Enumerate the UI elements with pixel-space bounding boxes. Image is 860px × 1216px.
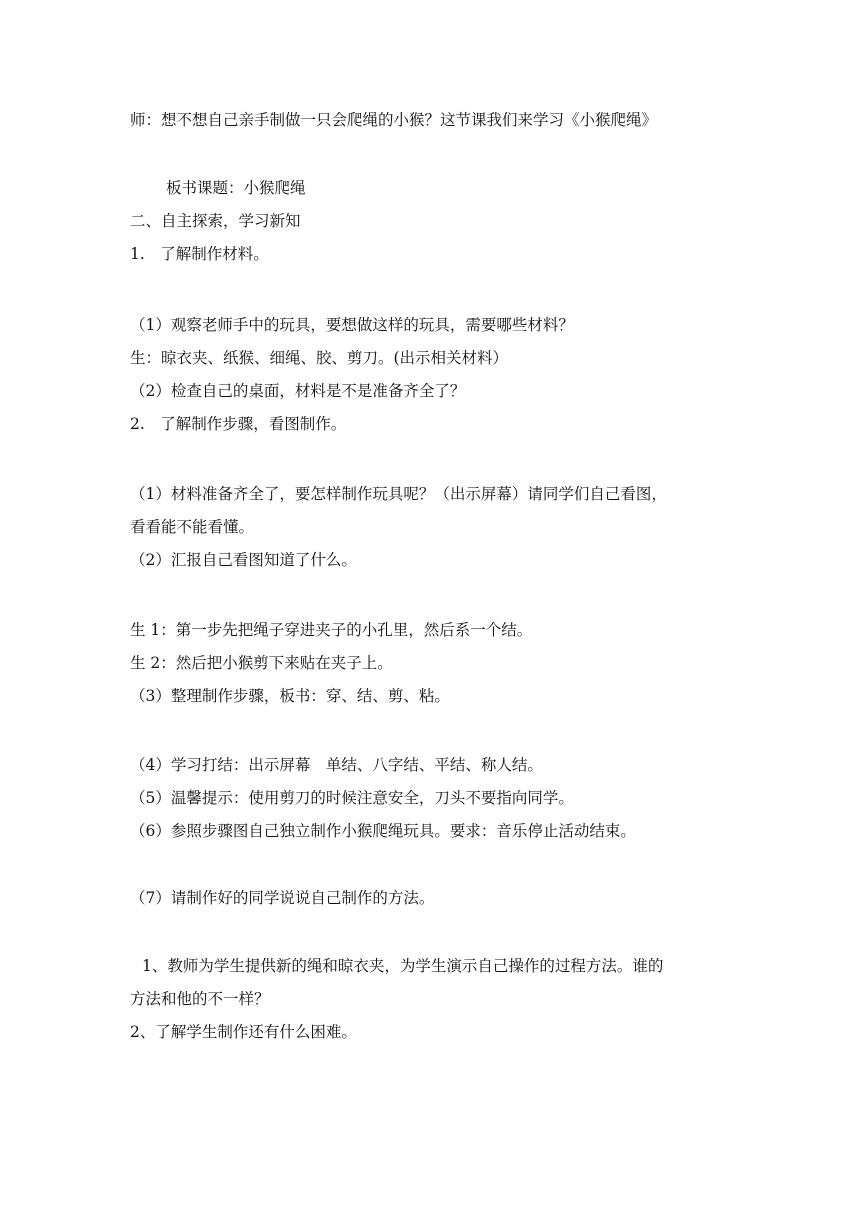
list-item: （1）观察老师手中的玩具，要想做这样的玩具，需要哪些材料？: [130, 316, 574, 334]
list-item: （1）材料准备齐全了，要怎样制作玩具呢？（出示屏幕）请同学们自己看图，: [130, 485, 667, 503]
list-item: （2）检查自己的桌面，材料是不是准备齐全了？: [130, 382, 466, 400]
list-item: （4）学习打结：出示屏幕 单结、八字结、平结、称人结。: [130, 756, 543, 774]
list-item: 2、了解学生制作还有什么困难。: [130, 1023, 357, 1041]
student-answer-line: 生 1：第一步先把绳子穿进夹子的小孔里，然后系一个结。: [130, 621, 533, 639]
list-item: （6）参照步骤图自己独立制作小猴爬绳玩具。要求：音乐停止活动结束。: [130, 822, 636, 840]
list-item: （7）请制作好的同学说说自己制作的方法。: [130, 889, 435, 907]
step-2-heading: 2. 了解制作步骤，看图制作。: [130, 415, 347, 433]
list-item: 1、教师为学生提供新的绳和晾衣夹，为学生演示自己操作的过程方法。谁的: [142, 957, 664, 975]
list-item: 生：晾衣夹、纸猴、细绳、胶、剪刀。(出示相关材料）: [130, 349, 509, 367]
list-item: （5）温馨提示：使用剪刀的时候注意安全，刀头不要指向同学。: [130, 789, 574, 807]
section-heading: 二、自主探索，学习新知: [130, 212, 301, 230]
board-title-line: 板书课题：小猴爬绳: [166, 179, 306, 197]
list-item-continuation: 看看能不能看懂。: [130, 518, 255, 536]
student-answer-line: 生 2：然后把小猴剪下来贴在夹子上。: [130, 654, 393, 672]
teacher-intro-line: 师：想不想自己亲手制做一只会爬绳的小猴？这节课我们来学习《小猴爬绳》: [130, 111, 658, 129]
list-item-continuation: 方法和他的不一样？: [130, 990, 270, 1008]
step-1-heading: 1. 了解制作材料。: [130, 245, 269, 263]
list-item: （3）整理制作步骤，板书：穿、结、剪、粘。: [130, 687, 450, 705]
list-item: （2）汇报自己看图知道了什么。: [130, 551, 357, 569]
